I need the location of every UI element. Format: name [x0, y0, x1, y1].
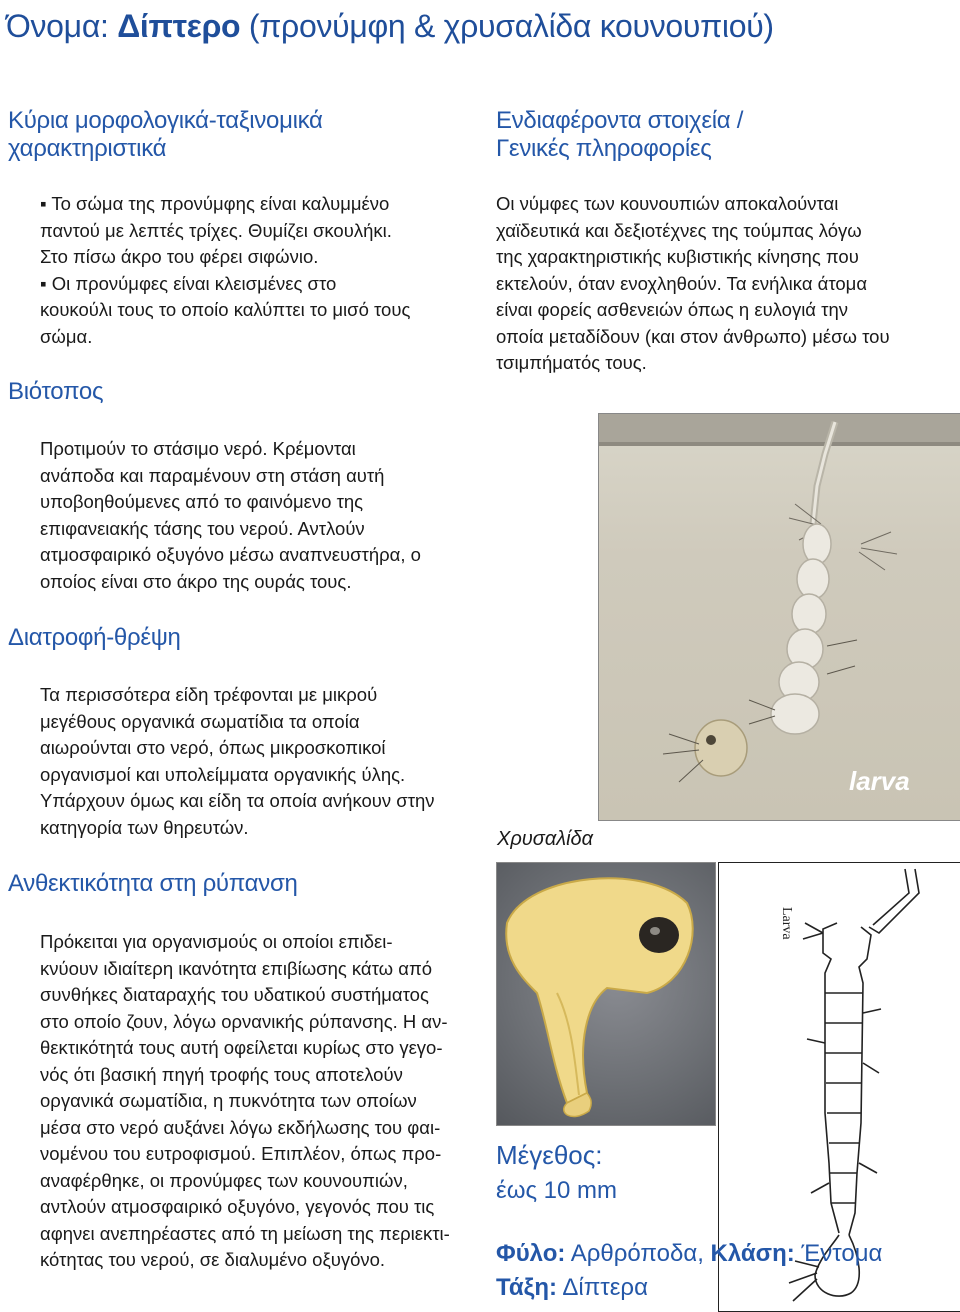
- pupa-caption: Χρυσαλίδα: [497, 828, 594, 850]
- morphology-heading: Κύρια μορφολογικά-ταξινομικά χαρακτηριστικά: [8, 107, 323, 162]
- class-value: Έντομα: [794, 1240, 883, 1267]
- taxonomy-order: [496, 1274, 648, 1302]
- larva-illustration: [599, 414, 960, 820]
- order-value: Δίπτερα: [556, 1274, 648, 1301]
- size-value: έως 10 mm: [496, 1177, 618, 1204]
- pollution-text: Πρόκειται για οργανισμούς οι οποίοι επιδει- κνύουν ιδιαίτερη ικανότητα επιβίωσης κάτω από συνθήκες διαταραχής του υδατικού συστήματος στο οποίο ζουν, λόγω ορνανικής ρύπανσης. Η αν- θεκτικότητά τους αυτή οφείλεται κυρίως στο γεγο- νός ότι βασική πηγή τροφής τους αποτελούν οργανικά σωματίδια, η πυκνότητα των οποίων μέσα στο νερό αυξάνει λόγω εκδήλωσης του φαι- νομένου του ευτροφισμού. Επιπλέον, όπως προ- αναφέρθηκε, οι προνύμφες των κουνουπιών, αντλούν ατμοσφαιρικό οξυγόνο, γεγονός που τις αφηνει ανεπηρέαστες από τη μείωση της περιεκτι- κότητας του νερού, σε διαλυμένο οξυγόνο.: [40, 931, 450, 1270]
- title-prefix: Όνομα:: [6, 8, 118, 44]
- pollution-heading: Ανθεκτικότητα στη ρύπανση: [8, 870, 298, 897]
- habitat-heading: Βιότοπος: [8, 378, 104, 405]
- diet-text: Τα περισσότερα είδη τρέφονται με μικρού μεγέθους οργανικά σωματίδια τα οποία αιωρούνται στο νερό, όπως μικροσκοπικοί οργανισμοί και υπολείμματα οργανικής ύλης. Υπάρχουν όμως και είδη τα οποία ανήκουν στην κατηγορία των θηρευτών.: [40, 684, 435, 838]
- phylum-value: Αρθρόποδα,: [565, 1240, 711, 1267]
- class-label: Κλάση:: [710, 1240, 795, 1267]
- phylum-label: Φύλο:: [496, 1240, 566, 1267]
- order-label: Τάξη:: [496, 1274, 557, 1301]
- title-suffix: (προνύμφη & χρυσαλίδα κουνουπιού): [240, 8, 774, 44]
- info-text: Οι νύμφες των κουνουπιών αποκαλούνται χαϊδευτικά και δεξιοτέχνες της τούμπας λόγω της χαρακτηριστικής κυβιστικής κίνησης που εκτελούν, όταν ενοχληθούν. Τα ενήλικα άτομα είναι φορείς ασθενειών όπως η ευλογιά την οποία μεταδίδουν (και στον άνθρωπο) μέσω του τσιμπήματός τους.: [496, 193, 890, 373]
- morphology-text: ▪ Το σώμα της προνύμφης είναι καλυμμένο παντού με λεπτές τρίχες. Θυμίζει σκουλήκι. Στο πίσω άκρο του φέρει σιφώνιο. ▪ Οι προνύμφες είναι κλεισμένες στο κουκούλι τους το οποίο καλύπτει το μισό τους σώμα.: [40, 193, 411, 347]
- larva-photo: [598, 413, 960, 821]
- size-block: [496, 1140, 617, 1205]
- size-label: Μέγεθος:: [496, 1140, 603, 1170]
- drawing-label: Larva: [779, 907, 794, 940]
- pupa-illustration: [497, 863, 715, 1125]
- habitat-text: Προτιμούν το στάσιμο νερό. Κρέμονται ανάποδα και παραμένουν στη στάση αυτή υποβοηθούμενες από το φαινόμενο της επιφανειακής τάσης του νερού. Αντλούν ατμοσφαιρικό οξυγόνο μέσω αναπνευστήρα, ο οποίος είναι στο άκρο της ουράς τους.: [40, 438, 421, 592]
- title-name: Δίπτερο: [117, 8, 241, 44]
- diet-heading: Διατροφή-θρέψη: [8, 624, 181, 651]
- larva-photo-label: larva: [849, 766, 910, 796]
- taxonomy-phylum-class: [496, 1240, 882, 1268]
- pupa-photo: [496, 862, 716, 1126]
- info-heading: Ενδιαφέροντα στοιχεία / Γενικές πληροφορίες: [496, 107, 744, 162]
- page-title: [6, 8, 774, 45]
